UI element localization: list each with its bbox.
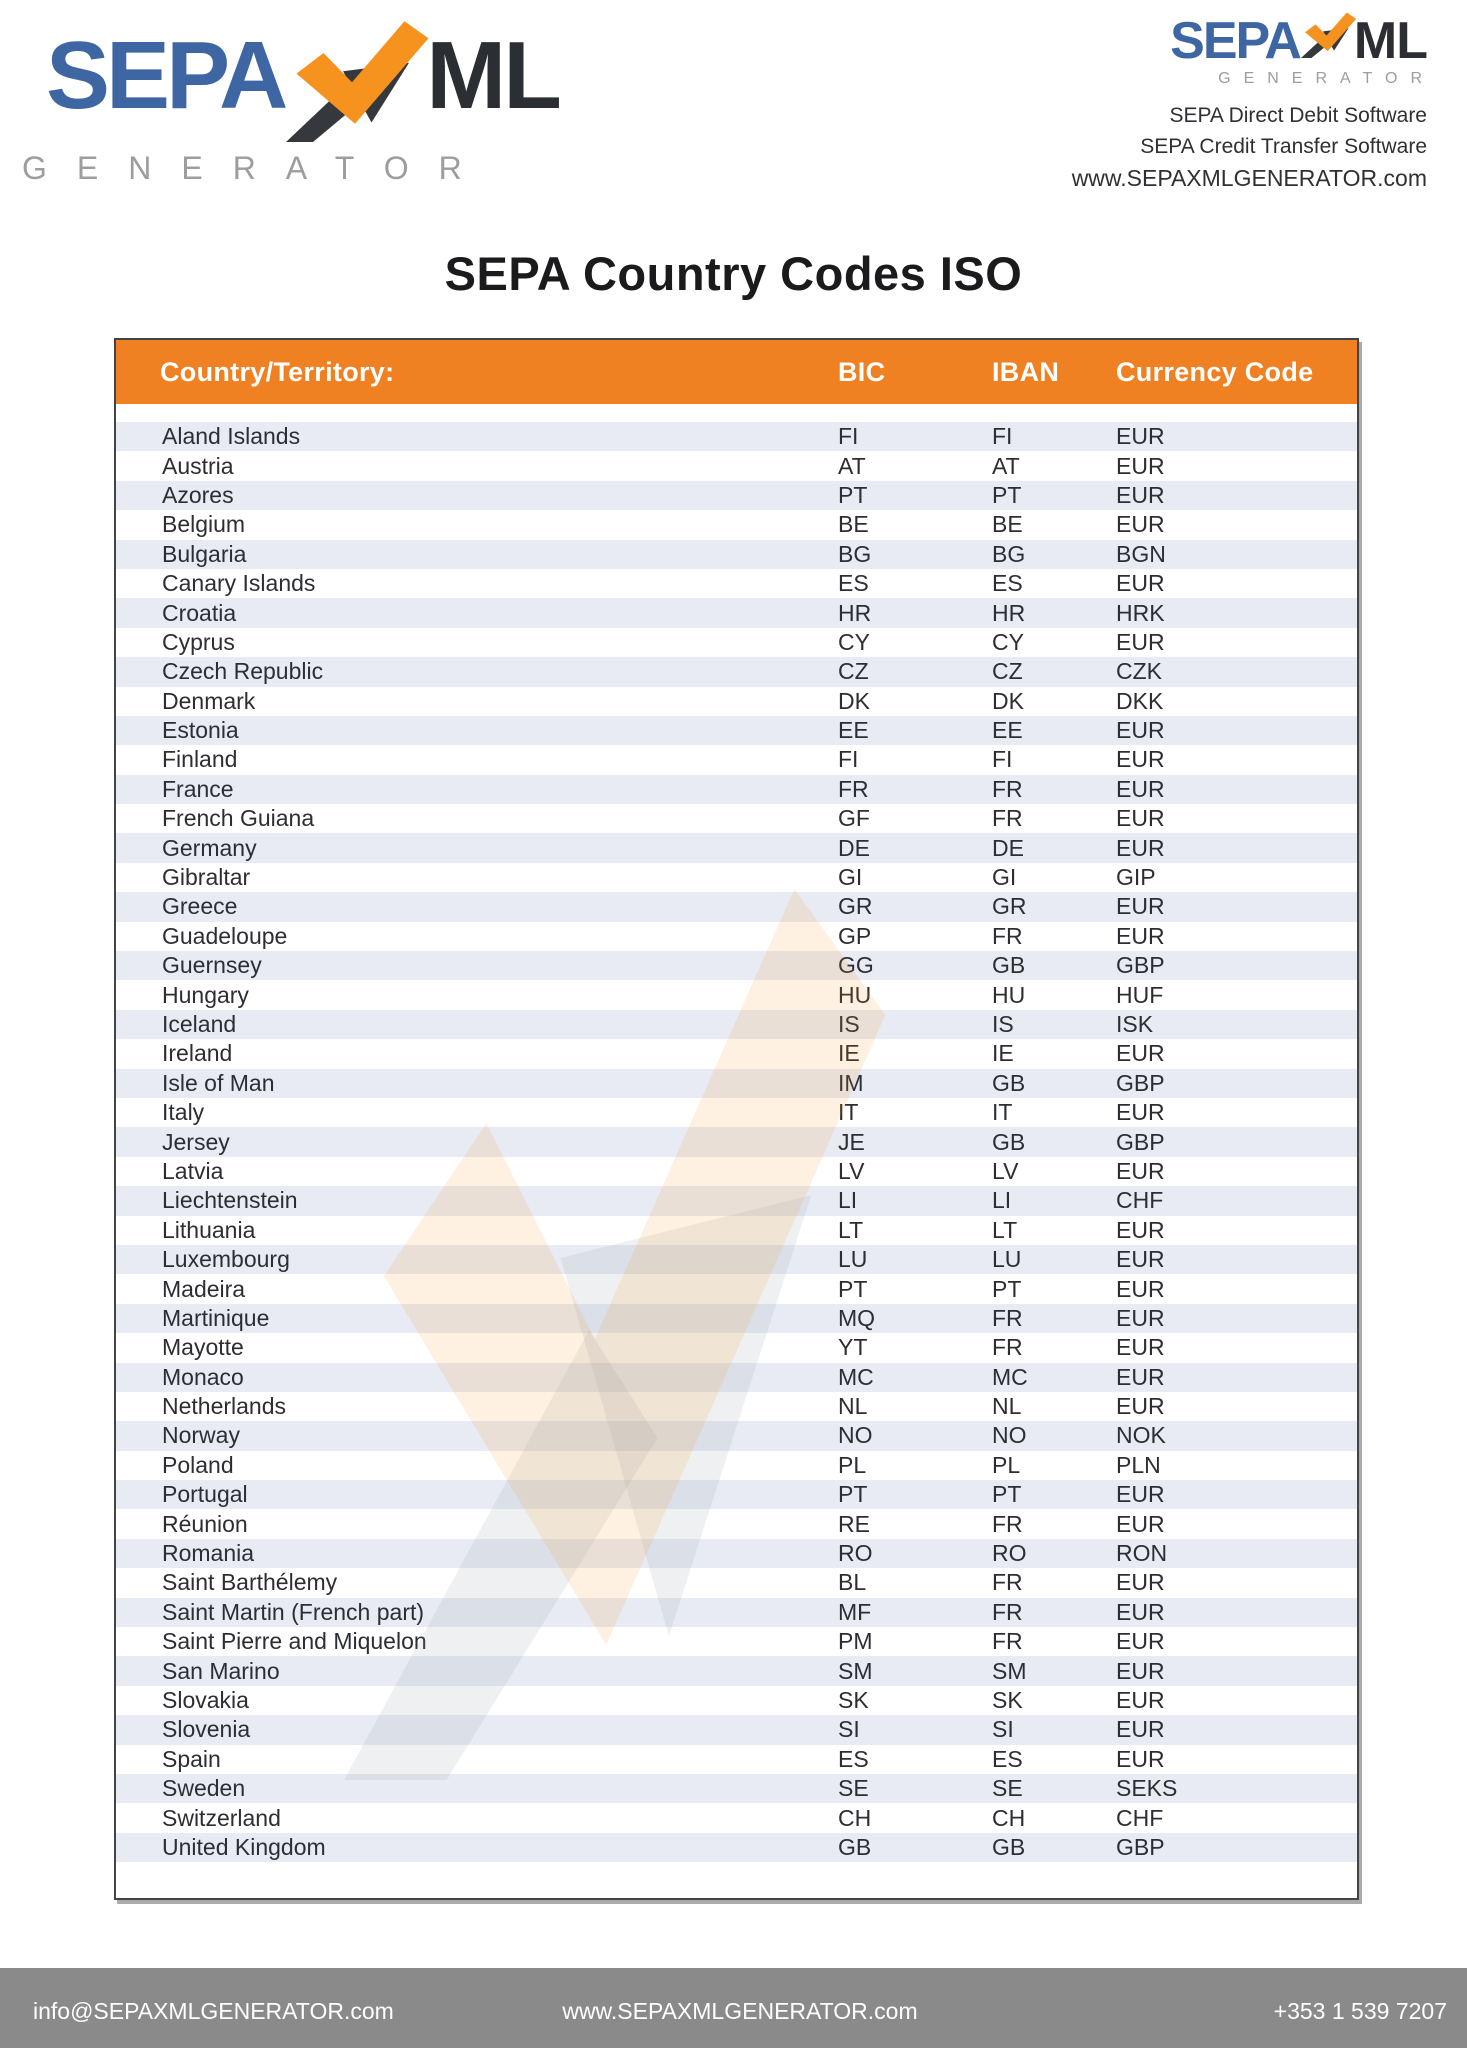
cell-bic: JE xyxy=(838,1128,865,1155)
cell-country: Mayotte xyxy=(162,1334,244,1361)
cell-bic: MQ xyxy=(838,1304,876,1331)
table-row xyxy=(116,1598,1357,1627)
cell-bic: PT xyxy=(838,1275,868,1302)
table-row xyxy=(116,1568,1357,1597)
mini-logo-text-generator: GENERATOR xyxy=(1218,69,1435,87)
cell-bic: YT xyxy=(838,1334,868,1361)
table-row xyxy=(116,657,1357,686)
cell-country: Martinique xyxy=(162,1304,270,1331)
cell-country: United Kingdom xyxy=(162,1833,326,1860)
cell-bic: SM xyxy=(838,1657,873,1684)
table-row xyxy=(116,422,1357,451)
cell-country: Belgium xyxy=(162,511,246,538)
cell-currency: EUR xyxy=(1116,1686,1165,1713)
table-row xyxy=(116,1216,1357,1245)
cell-currency: EUR xyxy=(1116,1275,1165,1302)
cell-currency: EUR xyxy=(1116,746,1165,773)
cell-country: Gibraltar xyxy=(162,864,251,891)
cell-iban: GI xyxy=(992,864,1017,891)
cell-currency: GIP xyxy=(1116,864,1156,891)
cell-bic: PM xyxy=(838,1628,873,1655)
table-row xyxy=(116,745,1357,774)
table-row xyxy=(116,1274,1357,1303)
cell-country: Austria xyxy=(162,452,234,479)
cell-country: Liechtenstein xyxy=(162,1187,298,1214)
table-row xyxy=(116,1069,1357,1098)
taglines xyxy=(1072,100,1427,194)
cell-bic: CZ xyxy=(838,658,869,685)
cell-bic: CH xyxy=(838,1804,872,1831)
mini-logo-wordmark xyxy=(1170,14,1427,69)
cell-country: Norway xyxy=(162,1422,240,1449)
cell-country: Italy xyxy=(162,1099,205,1126)
cell-country: Aland Islands xyxy=(162,423,301,450)
cell-currency: EUR xyxy=(1116,1569,1165,1596)
cell-iban: LV xyxy=(992,1157,1019,1184)
cell-iban: SE xyxy=(992,1775,1023,1802)
cell-currency: GBP xyxy=(1116,1069,1165,1096)
table-row xyxy=(116,1039,1357,1068)
cell-bic: SK xyxy=(838,1686,869,1713)
cell-currency: RON xyxy=(1116,1540,1168,1567)
cell-country: Croatia xyxy=(162,599,237,626)
table-row xyxy=(116,1656,1357,1685)
cell-iban: NO xyxy=(992,1422,1027,1449)
cell-currency: GBP xyxy=(1116,1833,1165,1860)
cell-iban: HU xyxy=(992,981,1026,1008)
cell-iban: FR xyxy=(992,922,1023,949)
cell-country: Monaco xyxy=(162,1363,244,1390)
table-row xyxy=(116,951,1357,980)
table-header-row xyxy=(116,340,1357,404)
cell-iban: LI xyxy=(992,1187,1012,1214)
cell-iban: DK xyxy=(992,687,1024,714)
cell-iban: FR xyxy=(992,1628,1023,1655)
cell-country: Guadeloupe xyxy=(162,922,288,949)
cell-bic: PT xyxy=(838,481,868,508)
cell-currency: EUR xyxy=(1116,1157,1165,1184)
cell-currency: EUR xyxy=(1116,452,1165,479)
cell-bic: NL xyxy=(838,1393,868,1420)
cell-bic: IS xyxy=(838,1011,860,1037)
tagline-direct-debit: SEPA Direct Debit Software xyxy=(1169,103,1427,127)
cell-iban: SK xyxy=(992,1686,1023,1713)
cell-currency: NOK xyxy=(1116,1422,1166,1449)
footer-phone: +353 1 539 7207 xyxy=(1273,1997,1447,2024)
cell-bic: SE xyxy=(838,1775,869,1802)
cell-bic: EE xyxy=(838,717,869,744)
cell-bic: BE xyxy=(838,511,869,538)
cell-currency: EUR xyxy=(1116,570,1165,597)
cell-country: Estonia xyxy=(162,717,239,744)
table-row xyxy=(116,1157,1357,1186)
cell-country: Madeira xyxy=(162,1275,246,1302)
table-row xyxy=(116,1127,1357,1156)
cell-country: Bulgaria xyxy=(162,540,247,567)
cell-bic: GI xyxy=(838,864,863,891)
cell-currency: EUR xyxy=(1116,511,1165,538)
cell-currency: EUR xyxy=(1116,1657,1165,1684)
table-row xyxy=(116,1392,1357,1421)
cell-country: Ireland xyxy=(162,1040,233,1067)
cell-currency: EUR xyxy=(1116,1040,1165,1067)
table-row xyxy=(116,1833,1357,1862)
checkmark-arrow-icon xyxy=(1301,12,1359,58)
table-row xyxy=(116,1686,1357,1715)
cell-iban: FR xyxy=(992,775,1023,802)
table-row xyxy=(116,1803,1357,1832)
cell-bic: FI xyxy=(838,423,859,450)
cell-currency: EUR xyxy=(1116,1481,1165,1508)
cell-currency: GBP xyxy=(1116,1128,1165,1155)
cell-iban: SI xyxy=(992,1716,1014,1743)
cell-currency: EUR xyxy=(1116,1745,1165,1772)
cell-country: Portugal xyxy=(162,1481,248,1508)
cell-iban: SM xyxy=(992,1657,1027,1684)
cell-bic: GP xyxy=(838,922,872,949)
cell-country: Czech Republic xyxy=(162,658,324,685)
cell-iban: LU xyxy=(992,1246,1022,1273)
table-row xyxy=(116,833,1357,862)
cell-bic: LI xyxy=(838,1187,858,1214)
cell-bic: IE xyxy=(838,1040,860,1067)
cell-currency: EUR xyxy=(1116,1628,1165,1655)
cell-bic: HU xyxy=(838,981,872,1008)
cell-iban: NL xyxy=(992,1393,1022,1420)
cell-country: Poland xyxy=(162,1451,234,1478)
cell-currency: EUR xyxy=(1116,1716,1165,1743)
country-codes-table xyxy=(114,338,1359,1900)
cell-bic: AT xyxy=(838,452,866,479)
logo-text-sepa: SEPA xyxy=(46,22,285,129)
cell-country: Guernsey xyxy=(162,952,262,979)
table-row xyxy=(116,540,1357,569)
cell-currency: CHF xyxy=(1116,1187,1164,1214)
header-right-block xyxy=(1071,12,1435,194)
cell-country: Luxembourg xyxy=(162,1246,290,1273)
cell-country: Germany xyxy=(162,834,257,861)
table-row xyxy=(116,451,1357,480)
cell-currency: SEKS xyxy=(1116,1775,1178,1802)
cell-currency: ISK xyxy=(1116,1011,1154,1037)
cell-iban: HR xyxy=(992,599,1026,626)
table-row xyxy=(116,1480,1357,1509)
cell-iban: ES xyxy=(992,1745,1023,1772)
table-row xyxy=(116,1539,1357,1568)
cell-iban: FR xyxy=(992,1569,1023,1596)
cell-currency: EUR xyxy=(1116,481,1165,508)
table-body xyxy=(116,404,1357,1862)
footer-bar xyxy=(0,1968,1467,2048)
cell-iban: GB xyxy=(992,1833,1026,1860)
table-row xyxy=(116,775,1357,804)
table-row xyxy=(116,980,1357,1009)
cell-currency: CZK xyxy=(1116,658,1162,685)
cell-currency: BGN xyxy=(1116,540,1166,567)
table-row xyxy=(116,892,1357,921)
cell-currency: EUR xyxy=(1116,628,1165,655)
cell-country: Switzerland xyxy=(162,1804,281,1831)
logo-text-ml: ML xyxy=(426,22,559,129)
cell-bic: GG xyxy=(838,952,874,979)
cell-currency: EUR xyxy=(1116,717,1165,744)
cell-country: French Guiana xyxy=(162,805,315,832)
table-row xyxy=(116,598,1357,627)
cell-currency: HRK xyxy=(1116,599,1165,626)
cell-currency: EUR xyxy=(1116,423,1165,450)
table-row xyxy=(116,1715,1357,1744)
cell-currency: EUR xyxy=(1116,1246,1165,1273)
cell-country: France xyxy=(162,775,234,802)
cell-bic: SI xyxy=(838,1716,860,1743)
table-row xyxy=(116,1451,1357,1480)
table-row xyxy=(116,804,1357,833)
cell-bic: LU xyxy=(838,1246,868,1273)
cell-country: Isle of Man xyxy=(162,1069,275,1096)
header-currency: Currency Code xyxy=(1116,356,1314,387)
cell-iban: BG xyxy=(992,540,1026,567)
cell-country: Réunion xyxy=(162,1510,248,1537)
cell-country: Cyprus xyxy=(162,628,235,655)
table-row xyxy=(116,863,1357,892)
cell-country: Saint Pierre and Miquelon xyxy=(162,1628,427,1655)
cell-currency: EUR xyxy=(1116,1304,1165,1331)
cell-country: Sweden xyxy=(162,1775,246,1802)
cell-iban: EE xyxy=(992,717,1023,744)
table-row xyxy=(116,481,1357,510)
cell-currency: EUR xyxy=(1116,1099,1165,1126)
cell-bic: MF xyxy=(838,1598,872,1625)
cell-bic: FR xyxy=(838,775,869,802)
cell-bic: RO xyxy=(838,1540,873,1567)
cell-iban: FR xyxy=(992,1598,1023,1625)
cell-bic: DE xyxy=(838,834,870,861)
cell-iban: MC xyxy=(992,1363,1028,1390)
cell-iban: CH xyxy=(992,1804,1026,1831)
cell-iban: FR xyxy=(992,1510,1023,1537)
cell-bic: MC xyxy=(838,1363,874,1390)
footer-website: www.SEPAXMLGENERATOR.com xyxy=(562,1997,918,2024)
header-country: Country/Territory: xyxy=(160,356,395,387)
cell-iban: GB xyxy=(992,952,1026,979)
cell-iban: FR xyxy=(992,805,1023,832)
tagline-website: www.SEPAXMLGENERATOR.com xyxy=(1071,164,1427,191)
cell-iban: PT xyxy=(992,1275,1022,1302)
cell-iban: FI xyxy=(992,423,1013,450)
table-row xyxy=(116,1421,1357,1450)
checkmark-arrow-icon xyxy=(286,20,436,142)
cell-currency: GBP xyxy=(1116,952,1165,979)
cell-bic: CY xyxy=(838,628,870,655)
cell-country: Hungary xyxy=(162,981,249,1008)
table-row xyxy=(116,1509,1357,1538)
cell-country: Greece xyxy=(162,893,238,920)
cell-country: San Marino xyxy=(162,1657,280,1684)
cell-country: Saint Martin (French part) xyxy=(162,1598,425,1625)
cell-currency: DKK xyxy=(1116,687,1164,714)
cell-country: Canary Islands xyxy=(162,570,316,597)
cell-currency: EUR xyxy=(1116,1334,1165,1361)
cell-iban: IE xyxy=(992,1040,1014,1067)
cell-currency: EUR xyxy=(1116,1393,1165,1420)
cell-country: Netherlands xyxy=(162,1393,287,1420)
logo-text-generator: GENERATOR xyxy=(22,150,492,186)
header-iban: IBAN xyxy=(992,356,1060,387)
cell-bic: DK xyxy=(838,687,870,714)
cell-iban: LT xyxy=(992,1216,1018,1243)
table-row xyxy=(116,1363,1357,1392)
cell-bic: ES xyxy=(838,570,869,597)
cell-iban: DE xyxy=(992,834,1024,861)
cell-country: Finland xyxy=(162,746,238,773)
cell-bic: LV xyxy=(838,1157,865,1184)
cell-currency: EUR xyxy=(1116,1598,1165,1625)
cell-country: Denmark xyxy=(162,687,256,714)
cell-bic: RE xyxy=(838,1510,870,1537)
tagline-credit-transfer: SEPA Credit Transfer Software xyxy=(1140,134,1427,158)
cell-iban: ES xyxy=(992,570,1023,597)
cell-country: Slovenia xyxy=(162,1716,251,1743)
cell-bic: LT xyxy=(838,1216,864,1243)
cell-country: Iceland xyxy=(162,1011,237,1037)
table-row xyxy=(116,1627,1357,1656)
cell-iban: PL xyxy=(992,1451,1021,1478)
cell-bic: IM xyxy=(838,1069,864,1096)
cell-bic: IT xyxy=(838,1099,859,1126)
cell-country: Spain xyxy=(162,1745,221,1772)
cell-iban: IS xyxy=(992,1011,1014,1037)
cell-iban: BE xyxy=(992,511,1023,538)
cell-currency: EUR xyxy=(1116,775,1165,802)
cell-currency: PLN xyxy=(1116,1451,1161,1478)
cell-bic: BG xyxy=(838,540,872,567)
cell-bic: NO xyxy=(838,1422,873,1449)
cell-iban: CZ xyxy=(992,658,1023,685)
cell-currency: HUF xyxy=(1116,981,1164,1008)
cell-currency: EUR xyxy=(1116,922,1165,949)
cell-currency: EUR xyxy=(1116,1363,1165,1390)
table-row xyxy=(116,1745,1357,1774)
table-row xyxy=(116,1098,1357,1127)
cell-iban: IT xyxy=(992,1099,1013,1126)
cell-iban: GB xyxy=(992,1128,1026,1155)
cell-iban: RO xyxy=(992,1540,1027,1567)
cell-bic: GF xyxy=(838,805,870,832)
mini-logo-text-ml: ML xyxy=(1353,12,1427,70)
cell-bic: BL xyxy=(838,1569,867,1596)
cell-iban: CY xyxy=(992,628,1024,655)
sepaxml-logo xyxy=(22,22,559,187)
cell-country: Azores xyxy=(162,481,234,508)
cell-bic: PL xyxy=(838,1451,867,1478)
cell-iban: FR xyxy=(992,1334,1023,1361)
cell-bic: FI xyxy=(838,746,859,773)
cell-bic: GR xyxy=(838,893,873,920)
cell-country: Romania xyxy=(162,1540,255,1567)
table-row xyxy=(116,510,1357,539)
cell-country: Lithuania xyxy=(162,1216,256,1243)
table-row xyxy=(116,687,1357,716)
cell-iban: GB xyxy=(992,1069,1026,1096)
cell-country: Latvia xyxy=(162,1157,224,1184)
cell-country: Jersey xyxy=(162,1128,230,1155)
footer-email: info@SEPAXMLGENERATOR.com xyxy=(33,1997,394,2024)
table-row xyxy=(116,569,1357,598)
cell-iban: FR xyxy=(992,1304,1023,1331)
cell-iban: FI xyxy=(992,746,1013,773)
cell-bic: HR xyxy=(838,599,872,626)
table-row xyxy=(116,628,1357,657)
cell-currency: CHF xyxy=(1116,1804,1164,1831)
cell-currency: EUR xyxy=(1116,1216,1165,1243)
cell-iban: GR xyxy=(992,893,1027,920)
table-row xyxy=(116,716,1357,745)
cell-country: Slovakia xyxy=(162,1686,249,1713)
cell-iban: PT xyxy=(992,1481,1022,1508)
table-row xyxy=(116,1774,1357,1803)
page-title: SEPA Country Codes ISO xyxy=(444,247,1023,300)
table-row xyxy=(116,1010,1357,1039)
cell-currency: EUR xyxy=(1116,805,1165,832)
cell-currency: EUR xyxy=(1116,1510,1165,1537)
cell-currency: EUR xyxy=(1116,893,1165,920)
cell-currency: EUR xyxy=(1116,834,1165,861)
table-row xyxy=(116,1186,1357,1215)
table-row xyxy=(116,1333,1357,1362)
table-row xyxy=(116,922,1357,951)
table-row xyxy=(116,1245,1357,1274)
cell-bic: ES xyxy=(838,1745,869,1772)
logo-wordmark xyxy=(22,22,559,142)
cell-iban: PT xyxy=(992,481,1022,508)
cell-bic: PT xyxy=(838,1481,868,1508)
table-row xyxy=(116,1304,1357,1333)
mini-logo-text-sepa: SEPA xyxy=(1170,12,1300,70)
cell-iban: AT xyxy=(992,452,1020,479)
cell-bic: GB xyxy=(838,1833,872,1860)
cell-country: Saint Barthélemy xyxy=(162,1569,338,1596)
header-bic: BIC xyxy=(838,356,886,387)
